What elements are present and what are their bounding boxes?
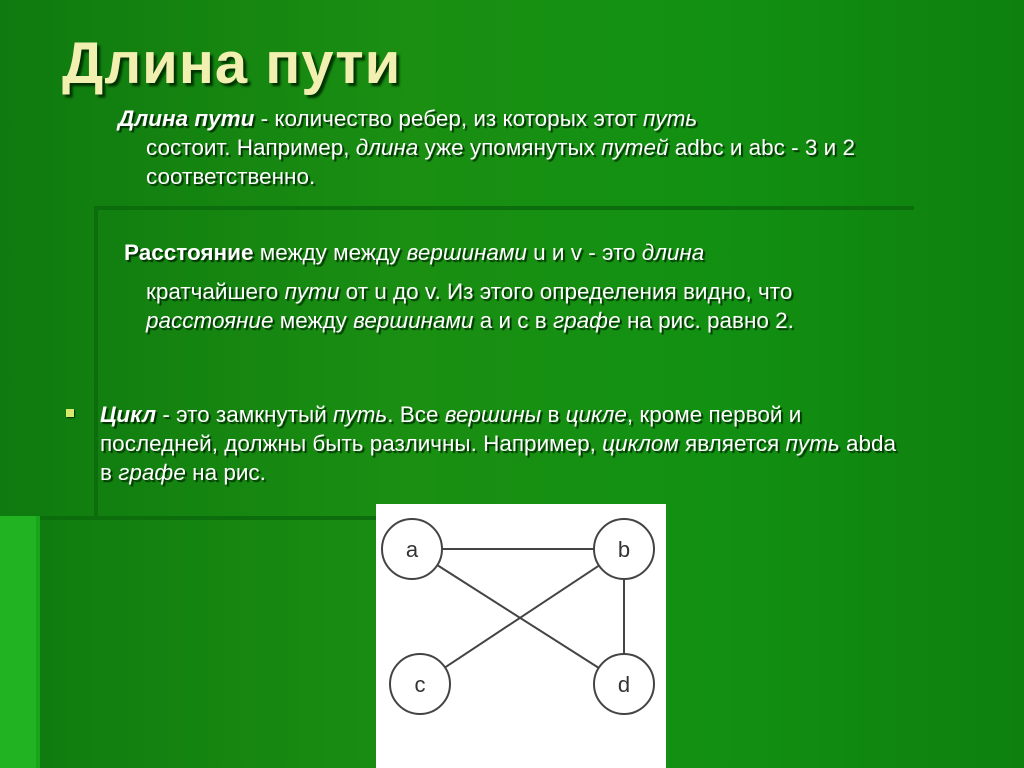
text-run: , кроме первой и последней, должны быть различны. Например, [100,402,802,456]
graph-node-label: a [405,537,419,562]
graph-diagram [376,504,666,768]
term: путь [333,402,388,427]
graph-figure [376,504,666,768]
term-cycle: Цикл [100,402,157,427]
text-run: a и с в [473,308,553,333]
graph-edge-b-c [445,566,599,668]
term: путь [785,431,840,456]
term: вершинами [406,240,527,265]
decorative-line [94,206,914,210]
term: вершинами [353,308,474,333]
term-distance: Расстояние [124,240,254,265]
paragraph-continuation [124,277,924,335]
decorative-line [94,206,98,520]
text-run: уже упомянутых [418,135,602,160]
term: циклом [602,431,679,456]
term: графе [118,460,186,485]
bullet-marker-icon [66,409,74,417]
graph-edge-a-d [437,565,598,668]
term: пути [284,279,340,304]
term: расстояние [146,308,274,333]
text-run: между [273,308,354,333]
term: графе [553,308,621,333]
term: путь [642,106,698,131]
graph-node-label: c [414,672,426,697]
graph-node-label: d [617,672,631,697]
text-run: abda в [100,431,897,485]
cycle-definition [100,400,900,487]
term: путей [601,135,669,160]
term: вершины [444,402,542,427]
text-run: в [541,402,566,427]
paragraph-continuation [118,133,918,191]
decorative-line [36,516,40,768]
term: цикле [565,402,627,427]
text-run: - количество ребер, из которых этот [254,106,643,131]
text-run: adbc и abc - 3 и 2 соответственно. [146,135,856,189]
decorative-line [36,516,376,520]
text-run: . Все [387,402,445,427]
text-run: кратчайшего [146,279,285,304]
graph-edges [437,549,624,668]
background-accent [0,516,36,768]
graph-node-label: b [617,537,631,562]
text-run: является [678,431,786,456]
slide-title: Длина пути [62,31,402,96]
text-run: на рис. равно 2. [620,308,794,333]
text-run: на рис. [185,460,266,485]
text-run: между между [253,240,407,265]
term-path-length: Длина пути [118,106,255,131]
term: длина [641,240,705,265]
text-run: от u до v. Из этого определения видно, что [339,279,793,304]
text-run: u и v - это [526,240,642,265]
text-run: состоит. Например, [146,135,356,160]
paragraph-first-line [124,238,924,267]
term: длина [355,135,419,160]
distance-definition [124,238,924,335]
path-length-definition [118,104,918,191]
text-run: - это замкнутый [156,402,334,427]
